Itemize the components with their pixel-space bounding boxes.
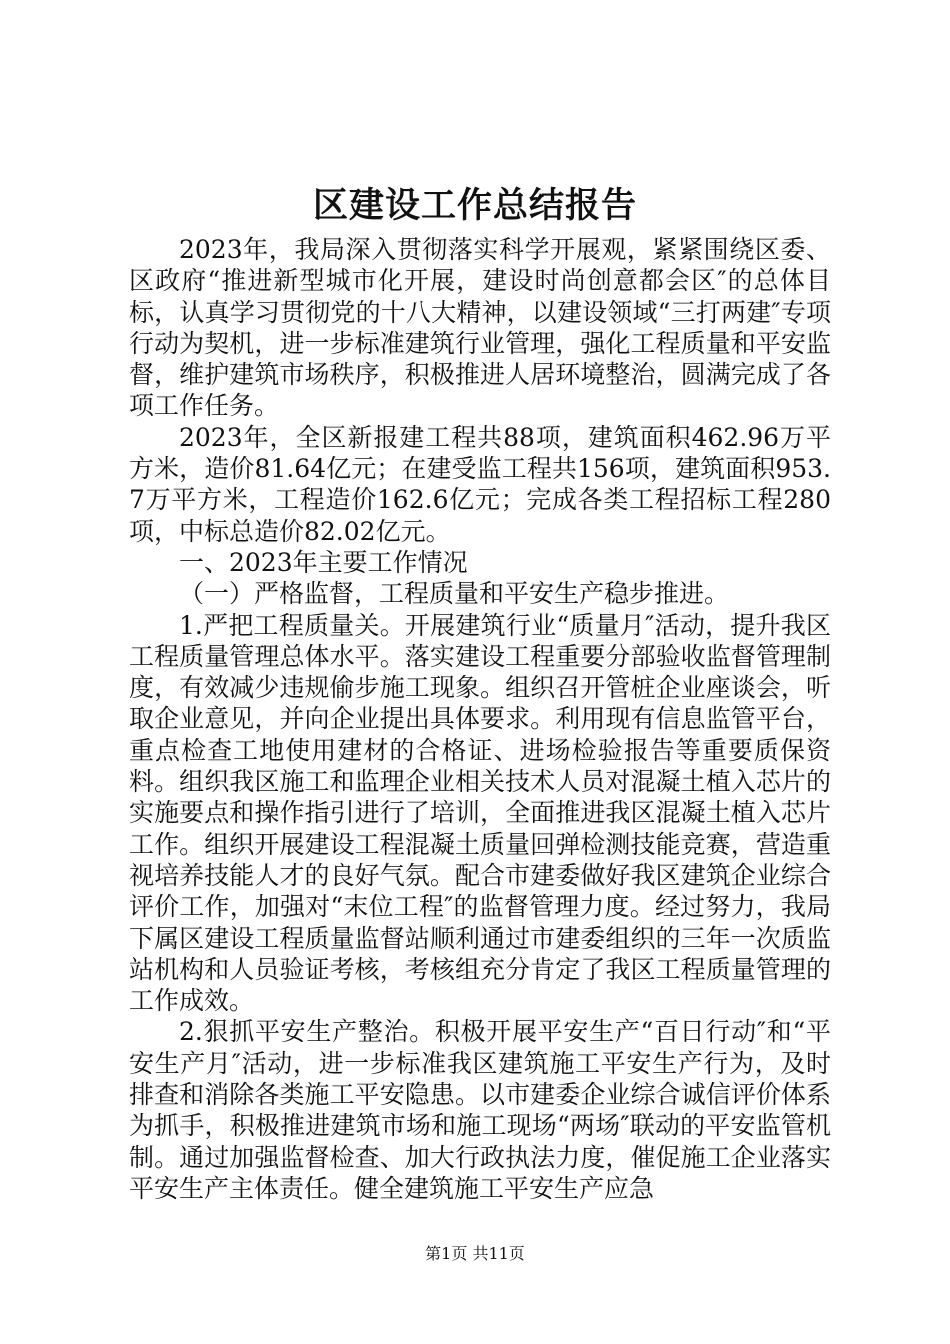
paragraph-safety: 2.狠抓平安生产整治。积极开展平安生产“百日行动″和“平安生产月″活动，进一步标准我区建筑施工平安生产行为，及时排查和消除各类施工平安隐患。以市建委企业综合诚信评价体系为抓手，积极推进建筑市场和施工现场“两场″联动的平安监管机制。通过加强监督检查、加大行政执法力度，催促施工企业落实平安生产主体责任。健全建筑施工平安生产应急: [129, 1017, 831, 1203]
subsection-heading-1: （一）严格监督，工程质量和平安生产稳步推进。: [179, 579, 730, 609]
paragraph-statistics: 2023年，全区新报建工程共88项，建筑面积462.96万平方米，造价81.64亿元；在建受监工程共156项，建筑面积953.7万平方米，工程造价162.6亿元；完成各类工程招标工程280项，中标总造价82.02亿元。: [129, 422, 831, 546]
page-footer: 第1页 共11页: [425, 1244, 525, 1263]
section-heading-1: 一、2023年主要工作情况: [179, 547, 468, 577]
paragraph-intro: 2023年，我局深入贯彻落实科学开展观，紧紧围绕区委、区政府“推进新型城市化开展，建设时尚创意都会区″的总体目标，认真学习贯彻党的十八大精神，以建设领域“三打两建″专项行动为契机，进一步标准建筑行业管理，强化工程质量和平安监督，维护建筑市场秩序，积极推进人居环境整治，圆满完成了各项工作任务。: [129, 235, 831, 421]
document-body: [129, 234, 831, 1204]
document-title: 区建设工作总结报告: [312, 185, 637, 226]
paragraph-quality: 1.严把工程质量关。开展建筑行业“质量月″活动，提升我区工程质量管理总体水平。落实建设工程重要分部验收监督管理制度，有效减少违规偷步施工现象。组织召开管桩企业座谈会，听取企业意见，并向企业提出具体要求。利用现有信息监管平台，重点检查工地使用建材的合格证、进场检验报告等重要质保资料。组织我区施工和监理企业相关技术人员对混凝土植入芯片的实施要点和操作指引进行了培训，全面推进我区混凝土植入芯片工作。组织开展建设工程混凝土质量回弹检测技能竞赛，营造重视培养技能人才的良好气氛。配合市建委做好我区建筑企业综合评价工作，加强对“末位工程″的监督管理力度。经过努力，我局下属区建设工程质量监督站顺利通过市建委组织的三年一次质监站机构和人员验证考核，考核组充分肯定了我区工程质量管理的工作成效。: [129, 610, 831, 1016]
